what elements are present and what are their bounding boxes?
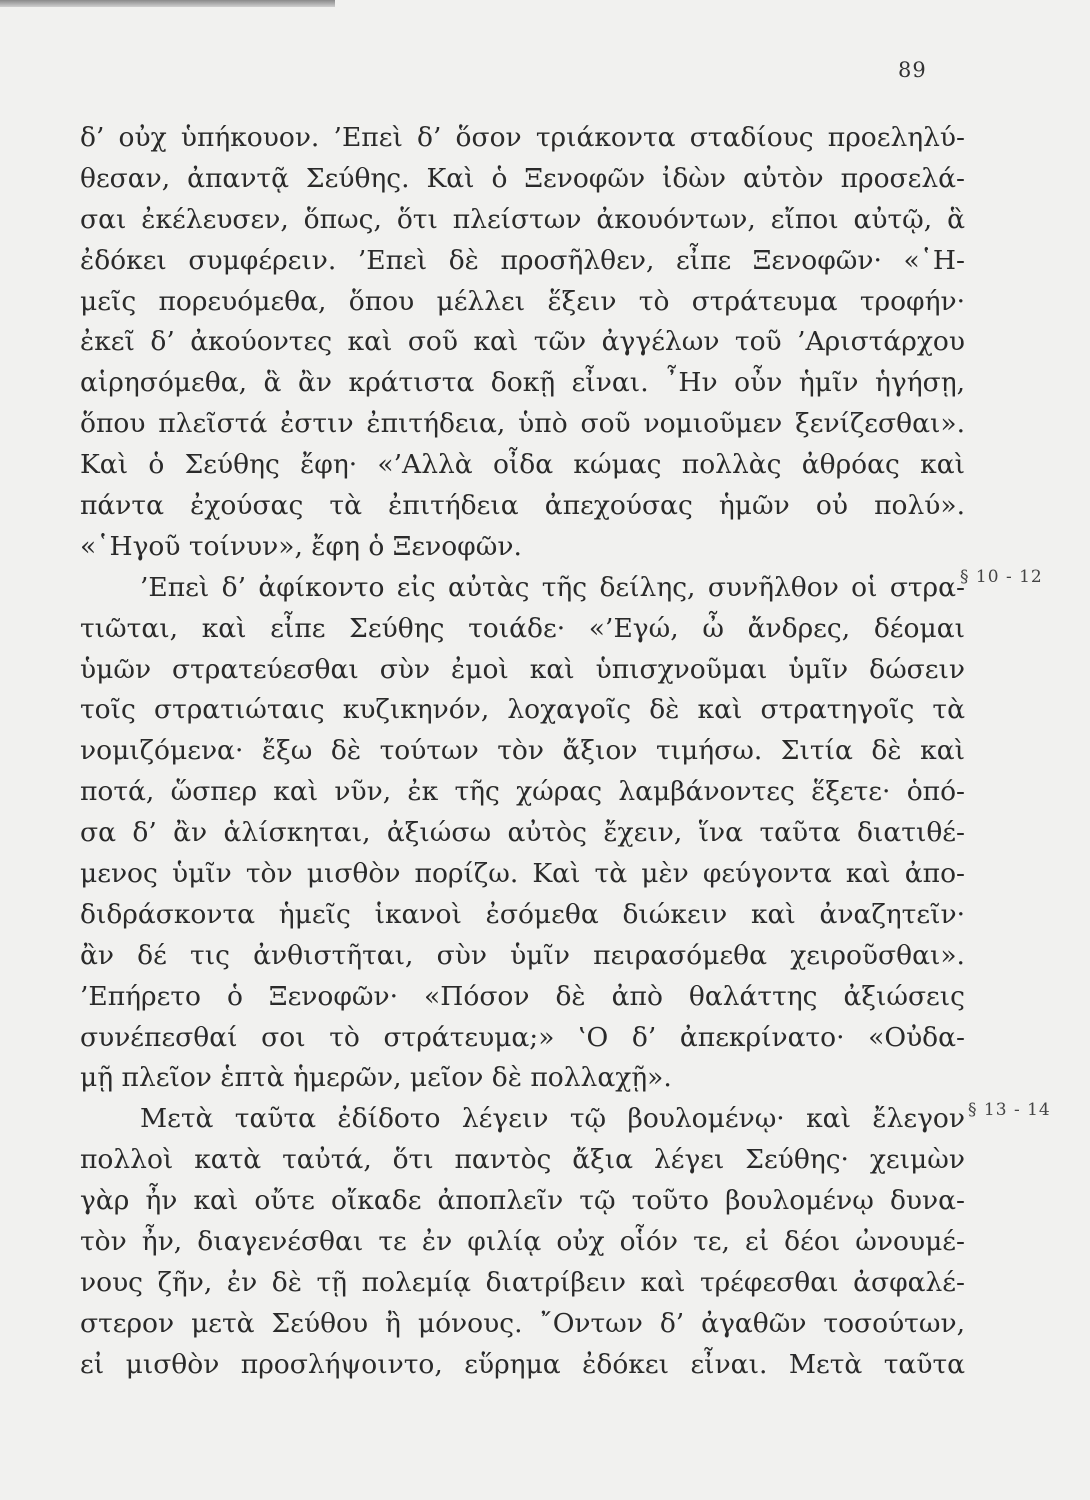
body-text (80, 118, 965, 1386)
page-number: 89 (898, 58, 927, 82)
text-line: εἰ μισθὸν προσλήψοιντο, εὕρημα ἐδόκει εἶναι. Μετὰ ταῦτα (80, 1348, 965, 1380)
text-line: δ’ οὐχ ὑπήκουον. ’Επεὶ δ’ ὅσον τριάκοντα σταδίους προεληλύ- (80, 122, 965, 153)
text-line: μενος ὑμῖν τὸν μισθὸν πορίζω. Καὶ τὰ μὲν φεύγοντα καὶ ἀπο- (80, 858, 965, 890)
text-line: ἐκεῖ δ’ ἀκούοντες καὶ σοῦ καὶ τῶν ἀγγέλων τοῦ ’Αριστάρχου (80, 326, 965, 358)
text-line: τιῶται, καὶ εἶπε Σεύθης τοιάδε· «’Εγώ, ὦ ἄνδρες, δέομαι (80, 612, 965, 644)
text-line: πολλοὶ κατὰ ταὐτά, ὅτι παντὸς ἄξια λέγει Σεύθης· χειμὼν (80, 1144, 965, 1176)
text-line: μῇ πλεῖον ἑπτὰ ἡμερῶν, μεῖον δὲ πολλαχῇ». (80, 1062, 672, 1094)
text-line: Καὶ ὁ Σεύθης ἔφη· «’Αλλὰ οἶδα κώμας πολλὰς ἀθρόας καὶ (80, 449, 965, 481)
text-line: νους ζῆν, ἐν δὲ τῇ πολεμίᾳ διατρίβειν καὶ τρέφεσθαι ἀσφαλέ- (80, 1266, 965, 1298)
text-line: μεῖς πορευόμεθα, ὅπου μέλλει ἕξειν τὸ στράτευμα τροφήν· (80, 285, 965, 317)
text-line: πάντα ἐχούσας τὰ ἐπιτήδεια ἀπεχούσας ἡμῶν οὐ πολύ». (80, 490, 965, 522)
text-line: στερον μετὰ Σεύθου ἢ μόνους. ῎Οντων δ’ ἀγαθῶν τοσούτων, (80, 1307, 965, 1339)
text-line: ποτά, ὥσπερ καὶ νῦν, ἐκ τῆς χώρας λαμβάνοντες ἕξετε· ὁπό- (80, 776, 965, 808)
text-line: θεσαν, ἀπαντᾷ Σεύθης. Καὶ ὁ Ξενοφῶν ἰδὼν αὐτὸν προσελά- (80, 162, 965, 194)
text-line: ἂν δέ τις ἀνθιστῆται, σὺν ὑμῖν πειρασόμεθα χειροῦσθαι». (80, 939, 965, 971)
text-line: διδράσκοντα ἡμεῖς ἱκανοὶ ἐσόμεθα διώκειν καὶ ἀναζητεῖν· (80, 898, 965, 930)
text-line: σαι ἐκέλευσεν, ὅπως, ὅτι πλείστων ἀκουόντων, εἴποι αὐτῷ, ἃ (80, 203, 965, 235)
text-line: ἐδόκει συμφέρειν. ’Επεὶ δὲ προσῆλθεν, εἶπε Ξενοφῶν· «῾Η- (80, 244, 965, 276)
text-line: νομιζόμενα· ἔξω δὲ τούτων τὸν ἄξιον τιμήσω. Σιτία δὲ καὶ (80, 735, 965, 767)
text-line: τὸν ἦν, διαγενέσθαι τε ἐν φιλίᾳ οὐχ οἷόν τε, εἰ δέοι ὠνουμέ- (80, 1226, 965, 1258)
text-line: γὰρ ἦν καὶ οὔτε οἴκαδε ἀποπλεῖν τῷ τοῦτο βουλομένῳ δυνα- (80, 1185, 965, 1217)
text-line: συνέπεσθαί σοι τὸ στράτευμα;» ‛Ο δ’ ἀπεκρίνατο· «Οὐδα- (80, 1021, 965, 1053)
text-line: ὑμῶν στρατεύεσθαι σὺν ἐμοὶ καὶ ὑπισχνοῦμαι ὑμῖν δώσειν (80, 653, 965, 685)
text-line: «῾Ηγοῦ τοίνυν», ἔφη ὁ Ξενοφῶν. (80, 530, 522, 562)
margin-note: § 10 - 12 (960, 567, 1043, 587)
text-line: τοῖς στρατιώταις κυζικηνόν, λοχαγοῖς δὲ καὶ στρατηγοῖς τὰ (80, 694, 965, 726)
text-line: αἱρησόμεθα, ἃ ἂν κράτιστα δοκῇ εἶναι. ῏Ην οὖν ἡμῖν ἡγήσῃ, (80, 367, 965, 399)
text-line: Μετὰ ταῦτα ἐδίδοτο λέγειν τῷ βουλομένῳ· καὶ ἔλεγον (140, 1103, 965, 1135)
scan-edge (0, 0, 335, 7)
text-line: ’Επήρετο ὁ Ξενοφῶν· «Πόσον δὲ ἀπὸ θαλάττης ἀξιώσεις (80, 980, 965, 1012)
text-line: ὅπου πλεῖστά ἐστιν ἐπιτήδεια, ὑπὸ σοῦ νομιοῦμεν ξενίζεσθαι». (80, 408, 965, 440)
text-line: ’Επεὶ δ’ ἀφίκοντο εἰς αὐτὰς τῆς δείλης, συνῆλθον οἱ στρα- (140, 571, 965, 603)
text-line: σα δ’ ἂν ἁλίσκηται, ἀξιώσω αὐτὸς ἔχειν, ἵνα ταῦτα διατιθέ- (80, 817, 965, 849)
margin-note: § 13 - 14 (968, 1100, 1051, 1120)
